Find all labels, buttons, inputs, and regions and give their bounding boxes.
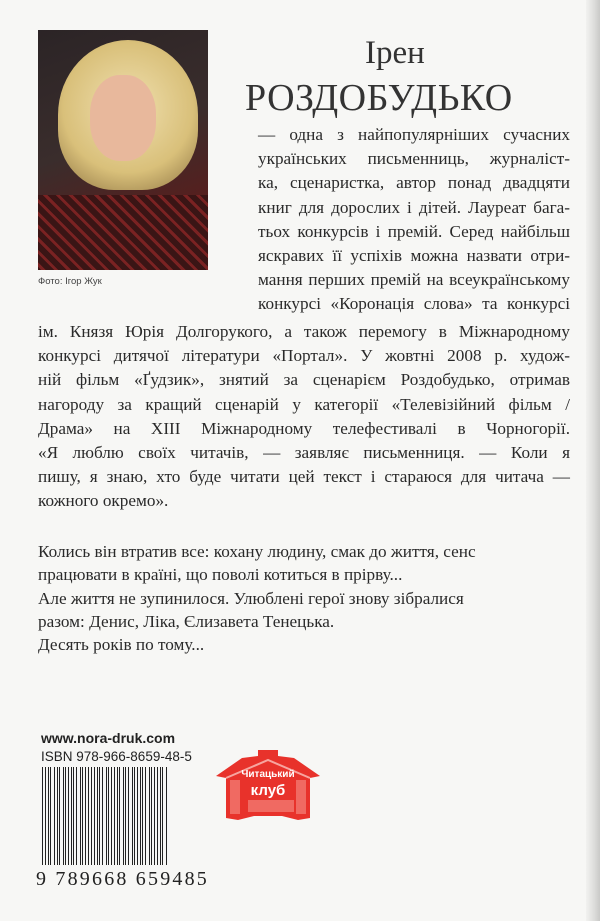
publisher-url: www.nora-druk.com — [41, 730, 176, 746]
bio-line: нагороду за кращий сценарій у категорії «Телевізійний фільм / — [38, 394, 570, 414]
barcode-bar — [73, 767, 74, 865]
barcode-bar — [76, 767, 77, 865]
barcode-bar — [134, 767, 135, 865]
author-photo — [38, 30, 208, 270]
bio-line: Драма» на XIII Міжнародному телефестивалі в Чорногорії. — [38, 418, 570, 438]
barcode-bar — [125, 767, 126, 865]
barcode-bar — [117, 767, 118, 865]
bio-line: кожного окремо». — [38, 491, 169, 511]
blurb-line: Але життя не зупинилося. Улюблені герої знову зібралися — [38, 588, 464, 608]
barcode-bar — [102, 767, 103, 865]
author-bio-top — [258, 123, 570, 317]
bio-line: конкурсі дитячої літератури «Портал». У жовтні 2008 р. худож- — [38, 346, 570, 366]
book-blurb — [38, 540, 476, 656]
blurb-line: працювати в країні, що поволі котиться в прірву... — [38, 565, 403, 585]
bio-line: ній фільм «Ґудзик», знятий за сценарієм Роздобудько, отримав — [38, 370, 570, 390]
bio-line: тьох конкурсів і премій. Серед найбільш — [258, 221, 570, 241]
barcode-bar — [99, 767, 100, 865]
book-spine-edge — [586, 0, 600, 921]
barcode — [42, 767, 168, 865]
bio-line: книг для дорослих і дітей. Лауреат бага- — [258, 197, 570, 217]
bio-line: — одна з найпопулярніших сучасних — [258, 125, 570, 144]
barcode-bar — [45, 767, 46, 865]
barcode-bar — [162, 767, 163, 865]
barcode-number: 9 789668 659485 — [36, 868, 209, 890]
bio-line: ка, сценаристка, автор понад двадцяти — [258, 173, 570, 193]
reading-club-logo — [212, 746, 324, 826]
barcode-bar — [59, 767, 60, 865]
bio-line: українських письменниць, журналіст- — [258, 149, 570, 169]
blurb-line: Колись він втратив все: кохану людину, смак до життя, сенс — [38, 542, 476, 561]
barcode-bar — [108, 767, 109, 865]
isbn: ISBN 978-966-8659-48-5 — [41, 749, 192, 764]
blurb-line: разом: Денис, Ліка, Єлизавета Тенецька. — [38, 611, 335, 631]
logo-text-line1: Читацький — [241, 769, 295, 780]
barcode-bar — [128, 767, 129, 865]
barcode-bar — [149, 767, 150, 865]
barcode-bar — [63, 767, 64, 865]
blurb-line: Десять років по тому... — [38, 635, 205, 655]
author-last-name: РОЗДОБУДЬКО — [245, 77, 513, 119]
barcode-bar — [88, 767, 89, 865]
bio-line: «Я люблю своїх читачів, — заявляє письменниця. — Коли я — [38, 442, 570, 462]
barcode-bar — [85, 767, 86, 865]
bio-line: ім. Князя Юрія Долгорукого, а також перемогу в Міжнародному — [38, 322, 570, 341]
bio-line: мання перших премій на всеукраїнському — [258, 270, 570, 290]
logo-text-line2: клуб — [250, 782, 286, 799]
bio-line: пишу, я знаю, хто буде читати цей текст і стараюся для читача — — [38, 467, 570, 487]
bio-line: конкурсі «Коронація слова» та конкурсі — [258, 294, 570, 314]
author-bio-bottom — [38, 320, 570, 514]
author-first-name: Ірен — [365, 35, 425, 71]
photo-caption: Фото: Ігор Жук — [38, 276, 102, 287]
bio-line: яскравих її успіхів можна назвати отри- — [258, 245, 570, 265]
barcode-bar — [54, 767, 55, 865]
barcode-bar — [145, 767, 146, 865]
barcode-bar — [154, 767, 155, 865]
